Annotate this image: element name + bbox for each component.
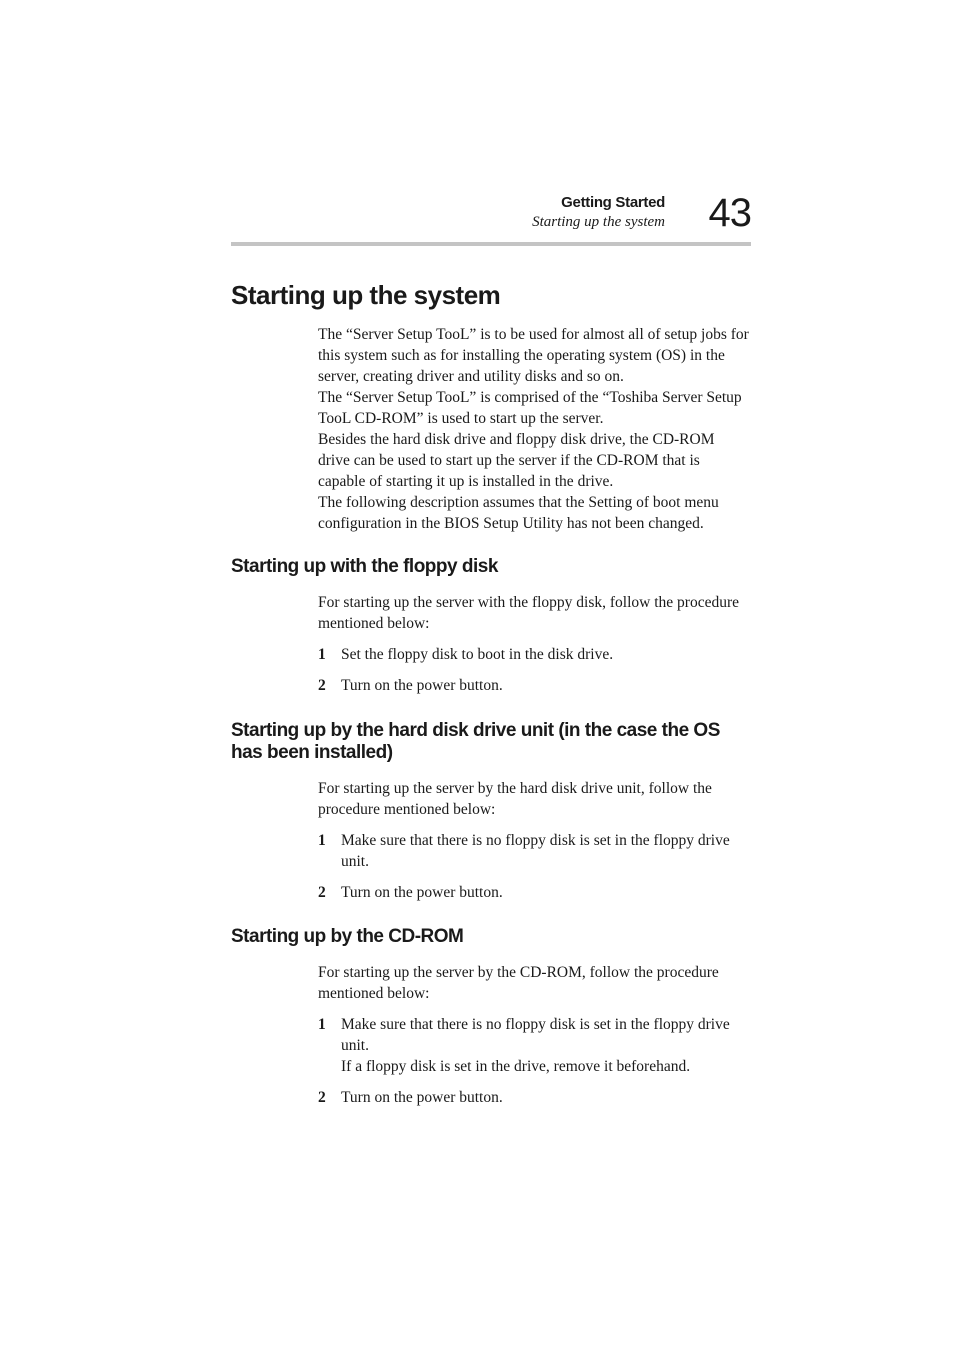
header-section-title: Starting up the system (532, 214, 665, 230)
step-text: Make sure that there is no floppy disk is set in the floppy drive unit. (341, 832, 730, 870)
step-item (318, 1014, 750, 1077)
section-intro-floppy: For starting up the server with the floppy disk, follow the procedure mentioned below: (318, 594, 739, 632)
page-number: 43 (708, 191, 751, 235)
section-intro-hard-disk: For starting up the server by the hard disk drive unit, follow the procedure mentioned below: (318, 780, 712, 818)
step-text: Turn on the power button. (341, 884, 503, 901)
step-item (318, 644, 750, 665)
intro-paragraph: The “Server Setup TooL” is to be used for almost all of setup jobs for this system such as for installing the operating system (OS) in the server, creating driver and utility disks and so on. (318, 326, 749, 385)
page-title: Starting up the system (231, 280, 501, 310)
section-heading-cd-rom: Starting up by the CD-ROM (231, 926, 464, 947)
step-item (318, 675, 750, 696)
step-number: 2 (318, 1089, 326, 1106)
step-text: Turn on the power button. (341, 677, 503, 694)
intro-paragraph: Besides the hard disk drive and floppy disk drive, the CD-ROM drive can be used to start up the server if the CD-ROM that is capable of starting it up is installed in the drive. (318, 431, 715, 490)
step-item (318, 830, 750, 872)
step-number: 2 (318, 677, 326, 694)
step-item (318, 882, 750, 903)
step-text: Turn on the power button. (341, 1089, 503, 1106)
intro-paragraph: The following description assumes that the Setting of boot menu configuration in the BIOS Setup Utility has not been changed. (318, 494, 719, 532)
step-number: 1 (318, 1016, 326, 1033)
intro-paragraph: The “Server Setup TooL” is comprised of the “Toshiba Server Setup TooL CD-ROM” is used to start up the server. (318, 389, 742, 427)
section-heading-floppy: Starting up with the floppy disk (231, 556, 498, 577)
header-chapter-title: Getting Started (561, 194, 665, 211)
header-divider (231, 242, 751, 246)
section-heading-hard-disk: Starting up by the hard disk drive unit (in the case the OS has been installed) (231, 720, 720, 763)
running-header (231, 191, 751, 244)
step-text: Make sure that there is no floppy disk is set in the floppy drive unit. (341, 1016, 730, 1054)
step-item (318, 1087, 750, 1108)
intro-text (318, 324, 750, 534)
step-number: 2 (318, 884, 326, 901)
section-intro-cd-rom: For starting up the server by the CD-ROM, follow the procedure mentioned below: (318, 964, 719, 1002)
step-number: 1 (318, 832, 326, 849)
step-number: 1 (318, 646, 326, 663)
step-text: Set the floppy disk to boot in the disk drive. (341, 646, 614, 663)
step-note: If a floppy disk is set in the drive, remove it beforehand. (341, 1058, 691, 1075)
